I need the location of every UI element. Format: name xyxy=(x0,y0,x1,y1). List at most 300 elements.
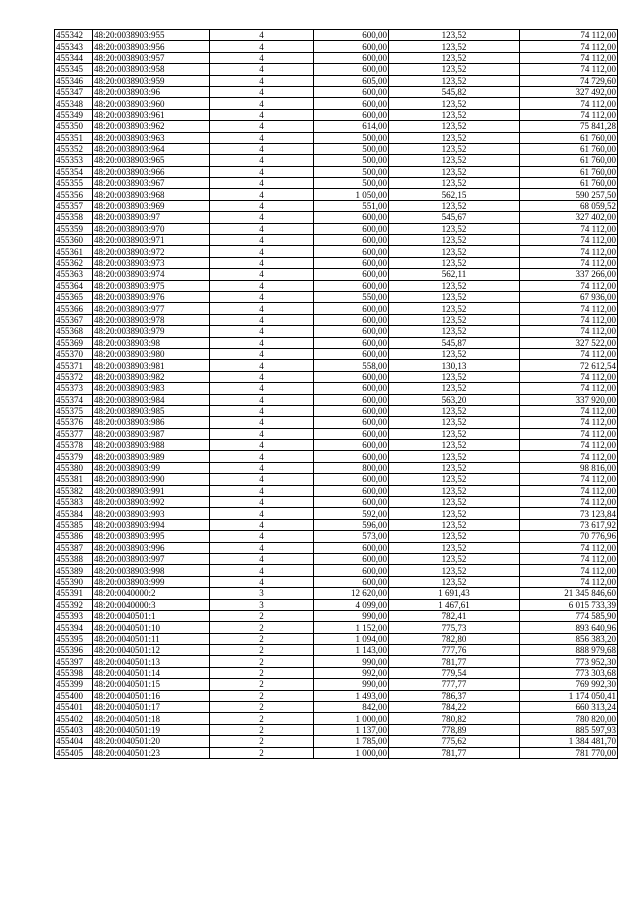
specific-value-cell: 123,52 xyxy=(389,291,520,302)
table-row xyxy=(55,280,618,291)
row-number-cell: 455342 xyxy=(55,30,93,41)
row-number-cell: 455344 xyxy=(55,52,93,63)
specific-value-cell: 545,82 xyxy=(389,86,520,97)
area-cell: 600,00 xyxy=(314,497,389,508)
category-cell: 4 xyxy=(210,383,314,394)
category-cell: 4 xyxy=(210,235,314,246)
area-cell: 1 785,00 xyxy=(314,736,389,747)
area-cell: 600,00 xyxy=(314,314,389,325)
category-cell: 4 xyxy=(210,291,314,302)
cadastral-number-cell: 48:20:0038903:992 xyxy=(93,497,210,508)
cadastral-number-cell: 48:20:0038903:964 xyxy=(93,143,210,154)
area-cell: 600,00 xyxy=(314,576,389,587)
cadastral-value-cell: 74 112,00 xyxy=(520,326,618,337)
cadastral-value-cell: 61 760,00 xyxy=(520,178,618,189)
category-cell: 2 xyxy=(210,622,314,633)
category-cell: 4 xyxy=(210,86,314,97)
row-number-cell: 455352 xyxy=(55,143,93,154)
category-cell: 4 xyxy=(210,394,314,405)
area-cell: 600,00 xyxy=(314,542,389,553)
table-body xyxy=(55,30,618,759)
category-cell: 4 xyxy=(210,360,314,371)
area-cell: 1 094,00 xyxy=(314,633,389,644)
specific-value-cell: 123,52 xyxy=(389,428,520,439)
area-cell: 800,00 xyxy=(314,462,389,473)
table-row xyxy=(55,610,618,621)
cadastral-number-cell: 48:20:0038903:978 xyxy=(93,314,210,325)
category-cell: 2 xyxy=(210,702,314,713)
table-row xyxy=(55,667,618,678)
category-cell: 2 xyxy=(210,713,314,724)
row-number-cell: 455366 xyxy=(55,303,93,314)
row-number-cell: 455402 xyxy=(55,713,93,724)
specific-value-cell: 562,15 xyxy=(389,189,520,200)
table-row xyxy=(55,223,618,234)
row-number-cell: 455403 xyxy=(55,724,93,735)
category-cell: 2 xyxy=(210,747,314,758)
row-number-cell: 455369 xyxy=(55,337,93,348)
cadastral-value-cell: 781 770,00 xyxy=(520,747,618,758)
table-row xyxy=(55,52,618,63)
table-row xyxy=(55,30,618,41)
cadastral-value-cell: 74 112,00 xyxy=(520,348,618,359)
table-row xyxy=(55,542,618,553)
table-row xyxy=(55,121,618,132)
table-row xyxy=(55,474,618,485)
specific-value-cell: 123,52 xyxy=(389,383,520,394)
cadastral-value-cell: 74 112,00 xyxy=(520,235,618,246)
cadastral-number-cell: 48:20:0040501:12 xyxy=(93,645,210,656)
cadastral-number-cell: 48:20:0038903:957 xyxy=(93,52,210,63)
area-cell: 600,00 xyxy=(314,235,389,246)
row-number-cell: 455377 xyxy=(55,428,93,439)
category-cell: 4 xyxy=(210,405,314,416)
table-row xyxy=(55,622,618,633)
area-cell: 573,00 xyxy=(314,531,389,542)
category-cell: 4 xyxy=(210,428,314,439)
cadastral-value-cell: 74 729,60 xyxy=(520,75,618,86)
area-cell: 600,00 xyxy=(314,64,389,75)
area-cell: 500,00 xyxy=(314,155,389,166)
cadastral-value-cell: 74 112,00 xyxy=(520,52,618,63)
table-row xyxy=(55,41,618,52)
cadastral-number-cell: 48:20:0038903:955 xyxy=(93,30,210,41)
cadastral-value-cell: 61 760,00 xyxy=(520,166,618,177)
specific-value-cell: 563,20 xyxy=(389,394,520,405)
row-number-cell: 455355 xyxy=(55,178,93,189)
cadastral-number-cell: 48:20:0038903:981 xyxy=(93,360,210,371)
table-row xyxy=(55,371,618,382)
cadastral-value-cell: 70 776,96 xyxy=(520,531,618,542)
cadastral-value-cell: 74 112,00 xyxy=(520,383,618,394)
table-row xyxy=(55,576,618,587)
area-cell: 4 099,00 xyxy=(314,599,389,610)
area-cell: 600,00 xyxy=(314,30,389,41)
category-cell: 2 xyxy=(210,645,314,656)
row-number-cell: 455381 xyxy=(55,474,93,485)
table-row xyxy=(55,257,618,268)
cadastral-value-cell: 773 303,68 xyxy=(520,667,618,678)
cadastral-value-cell: 74 112,00 xyxy=(520,485,618,496)
area-cell: 614,00 xyxy=(314,121,389,132)
table-row xyxy=(55,656,618,667)
area-cell: 600,00 xyxy=(314,257,389,268)
specific-value-cell: 123,52 xyxy=(389,565,520,576)
table-row xyxy=(55,326,618,337)
area-cell: 500,00 xyxy=(314,132,389,143)
area-cell: 500,00 xyxy=(314,166,389,177)
cadastral-number-cell: 48:20:0038903:960 xyxy=(93,98,210,109)
specific-value-cell: 123,52 xyxy=(389,462,520,473)
cadastral-number-cell: 48:20:0040501:10 xyxy=(93,622,210,633)
category-cell: 4 xyxy=(210,98,314,109)
row-number-cell: 455368 xyxy=(55,326,93,337)
area-cell: 600,00 xyxy=(314,451,389,462)
cadastral-value-cell: 773 952,30 xyxy=(520,656,618,667)
table-row xyxy=(55,337,618,348)
category-cell: 4 xyxy=(210,41,314,52)
table-row xyxy=(55,64,618,75)
table-row xyxy=(55,736,618,747)
table-row xyxy=(55,417,618,428)
area-cell: 600,00 xyxy=(314,348,389,359)
specific-value-cell: 123,52 xyxy=(389,121,520,132)
table-row xyxy=(55,519,618,530)
category-cell: 4 xyxy=(210,519,314,530)
row-number-cell: 455396 xyxy=(55,645,93,656)
category-cell: 4 xyxy=(210,280,314,291)
table-row xyxy=(55,747,618,758)
area-cell: 842,00 xyxy=(314,702,389,713)
cadastral-number-cell: 48:20:0038903:980 xyxy=(93,348,210,359)
cadastral-number-cell: 48:20:0038903:995 xyxy=(93,531,210,542)
row-number-cell: 455404 xyxy=(55,736,93,747)
category-cell: 4 xyxy=(210,132,314,143)
specific-value-cell: 123,52 xyxy=(389,30,520,41)
cadastral-number-cell: 48:20:0040000:2 xyxy=(93,588,210,599)
row-number-cell: 455393 xyxy=(55,610,93,621)
table-row xyxy=(55,246,618,257)
cadastral-value-cell: 1 174 050,41 xyxy=(520,690,618,701)
row-number-cell: 455383 xyxy=(55,497,93,508)
row-number-cell: 455347 xyxy=(55,86,93,97)
cadastral-value-cell: 327 492,00 xyxy=(520,86,618,97)
cadastral-value-cell: 74 112,00 xyxy=(520,405,618,416)
cadastral-value-cell: 61 760,00 xyxy=(520,143,618,154)
cadastral-number-cell: 48:20:0038903:956 xyxy=(93,41,210,52)
cadastral-value-cell: 74 112,00 xyxy=(520,303,618,314)
specific-value-cell: 123,52 xyxy=(389,280,520,291)
cadastral-value-cell: 74 112,00 xyxy=(520,257,618,268)
row-number-cell: 455357 xyxy=(55,200,93,211)
category-cell: 2 xyxy=(210,610,314,621)
cadastral-number-cell: 48:20:0038903:976 xyxy=(93,291,210,302)
row-number-cell: 455361 xyxy=(55,246,93,257)
specific-value-cell: 123,52 xyxy=(389,405,520,416)
specific-value-cell: 123,52 xyxy=(389,451,520,462)
cadastral-value-cell: 74 112,00 xyxy=(520,542,618,553)
area-cell: 600,00 xyxy=(314,394,389,405)
category-cell: 4 xyxy=(210,451,314,462)
specific-value-cell: 123,52 xyxy=(389,75,520,86)
row-number-cell: 455363 xyxy=(55,269,93,280)
specific-value-cell: 123,52 xyxy=(389,109,520,120)
category-cell: 4 xyxy=(210,223,314,234)
cadastral-number-cell: 48:20:0040501:19 xyxy=(93,724,210,735)
area-cell: 600,00 xyxy=(314,246,389,257)
area-cell: 596,00 xyxy=(314,519,389,530)
cadastral-value-cell: 74 112,00 xyxy=(520,565,618,576)
area-cell: 600,00 xyxy=(314,485,389,496)
row-number-cell: 455370 xyxy=(55,348,93,359)
cadastral-number-cell: 48:20:0038903:998 xyxy=(93,565,210,576)
table-row xyxy=(55,383,618,394)
table-row xyxy=(55,405,618,416)
category-cell: 2 xyxy=(210,667,314,678)
row-number-cell: 455375 xyxy=(55,405,93,416)
area-cell: 592,00 xyxy=(314,508,389,519)
category-cell: 4 xyxy=(210,348,314,359)
row-number-cell: 455345 xyxy=(55,64,93,75)
category-cell: 4 xyxy=(210,576,314,587)
category-cell: 4 xyxy=(210,417,314,428)
cadastral-number-cell: 48:20:0038903:96 xyxy=(93,86,210,97)
category-cell: 3 xyxy=(210,588,314,599)
table-row xyxy=(55,348,618,359)
cadastral-value-cell: 74 112,00 xyxy=(520,576,618,587)
area-cell: 992,00 xyxy=(314,667,389,678)
area-cell: 600,00 xyxy=(314,383,389,394)
category-cell: 2 xyxy=(210,679,314,690)
specific-value-cell: 123,52 xyxy=(389,235,520,246)
row-number-cell: 455364 xyxy=(55,280,93,291)
specific-value-cell: 775,62 xyxy=(389,736,520,747)
cadastral-value-cell: 74 112,00 xyxy=(520,371,618,382)
row-number-cell: 455372 xyxy=(55,371,93,382)
cadastral-number-cell: 48:20:0038903:963 xyxy=(93,132,210,143)
cadastral-value-cell: 74 112,00 xyxy=(520,474,618,485)
cadastral-number-cell: 48:20:0038903:962 xyxy=(93,121,210,132)
cadastral-number-cell: 48:20:0040501:16 xyxy=(93,690,210,701)
cadastral-value-cell: 6 015 733,39 xyxy=(520,599,618,610)
cadastral-number-cell: 48:20:0038903:975 xyxy=(93,280,210,291)
table-row xyxy=(55,155,618,166)
table-row xyxy=(55,189,618,200)
cadastral-value-cell: 73 123,84 xyxy=(520,508,618,519)
category-cell: 4 xyxy=(210,565,314,576)
cadastral-value-cell: 73 617,92 xyxy=(520,519,618,530)
specific-value-cell: 123,52 xyxy=(389,178,520,189)
specific-value-cell: 123,52 xyxy=(389,98,520,109)
area-cell: 600,00 xyxy=(314,223,389,234)
table-row xyxy=(55,553,618,564)
area-cell: 1 152,00 xyxy=(314,622,389,633)
row-number-cell: 455391 xyxy=(55,588,93,599)
specific-value-cell: 781,77 xyxy=(389,656,520,667)
cadastral-value-cell: 74 112,00 xyxy=(520,41,618,52)
cadastral-value-cell: 660 313,24 xyxy=(520,702,618,713)
table-row xyxy=(55,269,618,280)
area-cell: 600,00 xyxy=(314,337,389,348)
cadastral-value-cell: 74 112,00 xyxy=(520,246,618,257)
area-cell: 600,00 xyxy=(314,371,389,382)
cadastral-value-cell: 74 112,00 xyxy=(520,109,618,120)
category-cell: 2 xyxy=(210,724,314,735)
table-row xyxy=(55,235,618,246)
cadastral-number-cell: 48:20:0038903:98 xyxy=(93,337,210,348)
specific-value-cell: 123,52 xyxy=(389,417,520,428)
category-cell: 4 xyxy=(210,30,314,41)
area-cell: 1 493,00 xyxy=(314,690,389,701)
cadastral-value-cell: 885 597,93 xyxy=(520,724,618,735)
cadastral-number-cell: 48:20:0038903:994 xyxy=(93,519,210,530)
cadastral-number-cell: 48:20:0038903:989 xyxy=(93,451,210,462)
cadastral-number-cell: 48:20:0038903:997 xyxy=(93,553,210,564)
table-row xyxy=(55,291,618,302)
table-row xyxy=(55,212,618,223)
cadastral-number-cell: 48:20:0038903:984 xyxy=(93,394,210,405)
cadastral-number-cell: 48:20:0040501:23 xyxy=(93,747,210,758)
category-cell: 4 xyxy=(210,178,314,189)
table-row xyxy=(55,531,618,542)
table-row xyxy=(55,314,618,325)
table-row xyxy=(55,200,618,211)
table-row xyxy=(55,166,618,177)
specific-value-cell: 123,52 xyxy=(389,314,520,325)
row-number-cell: 455400 xyxy=(55,690,93,701)
area-cell: 500,00 xyxy=(314,143,389,154)
row-number-cell: 455390 xyxy=(55,576,93,587)
category-cell: 4 xyxy=(210,200,314,211)
cadastral-value-cell: 1 384 481,70 xyxy=(520,736,618,747)
category-cell: 2 xyxy=(210,690,314,701)
category-cell: 4 xyxy=(210,212,314,223)
table-row xyxy=(55,440,618,451)
category-cell: 4 xyxy=(210,440,314,451)
area-cell: 600,00 xyxy=(314,428,389,439)
cadastral-number-cell: 48:20:0038903:999 xyxy=(93,576,210,587)
row-number-cell: 455376 xyxy=(55,417,93,428)
table-row xyxy=(55,132,618,143)
cadastral-number-cell: 48:20:0038903:991 xyxy=(93,485,210,496)
table-row xyxy=(55,178,618,189)
area-cell: 600,00 xyxy=(314,41,389,52)
specific-value-cell: 784,22 xyxy=(389,702,520,713)
table-row xyxy=(55,462,618,473)
cadastral-value-cell: 774 585,90 xyxy=(520,610,618,621)
table-row xyxy=(55,394,618,405)
specific-value-cell: 782,41 xyxy=(389,610,520,621)
cadastral-number-cell: 48:20:0040501:18 xyxy=(93,713,210,724)
specific-value-cell: 123,52 xyxy=(389,542,520,553)
table-row xyxy=(55,645,618,656)
row-number-cell: 455346 xyxy=(55,75,93,86)
cadastral-number-cell: 48:20:0038903:972 xyxy=(93,246,210,257)
row-number-cell: 455397 xyxy=(55,656,93,667)
category-cell: 4 xyxy=(210,246,314,257)
cadastral-number-cell: 48:20:0038903:967 xyxy=(93,178,210,189)
specific-value-cell: 779,54 xyxy=(389,667,520,678)
cadastral-value-cell: 888 979,68 xyxy=(520,645,618,656)
category-cell: 4 xyxy=(210,64,314,75)
cadastral-number-cell: 48:20:0038903:968 xyxy=(93,189,210,200)
row-number-cell: 455405 xyxy=(55,747,93,758)
category-cell: 4 xyxy=(210,337,314,348)
category-cell: 3 xyxy=(210,599,314,610)
cadastral-value-cell: 74 112,00 xyxy=(520,64,618,75)
cadastral-value-cell: 74 112,00 xyxy=(520,497,618,508)
specific-value-cell: 123,52 xyxy=(389,326,520,337)
area-cell: 600,00 xyxy=(314,405,389,416)
row-number-cell: 455362 xyxy=(55,257,93,268)
area-cell: 600,00 xyxy=(314,280,389,291)
cadastral-number-cell: 48:20:0038903:961 xyxy=(93,109,210,120)
area-cell: 551,00 xyxy=(314,200,389,211)
row-number-cell: 455386 xyxy=(55,531,93,542)
row-number-cell: 455394 xyxy=(55,622,93,633)
cadastral-value-cell: 856 383,20 xyxy=(520,633,618,644)
specific-value-cell: 777,77 xyxy=(389,679,520,690)
cadastral-value-cell: 21 345 846,60 xyxy=(520,588,618,599)
specific-value-cell: 777,76 xyxy=(389,645,520,656)
table-row xyxy=(55,633,618,644)
row-number-cell: 455349 xyxy=(55,109,93,120)
cadastral-number-cell: 48:20:0040501:11 xyxy=(93,633,210,644)
category-cell: 4 xyxy=(210,269,314,280)
cadastral-number-cell: 48:20:0038903:982 xyxy=(93,371,210,382)
specific-value-cell: 123,52 xyxy=(389,64,520,75)
area-cell: 600,00 xyxy=(314,109,389,120)
row-number-cell: 455388 xyxy=(55,553,93,564)
cadastral-number-cell: 48:20:0038903:993 xyxy=(93,508,210,519)
category-cell: 4 xyxy=(210,531,314,542)
row-number-cell: 455398 xyxy=(55,667,93,678)
cadastral-number-cell: 48:20:0038903:966 xyxy=(93,166,210,177)
cadastral-value-cell: 74 112,00 xyxy=(520,417,618,428)
specific-value-cell: 1 691,43 xyxy=(389,588,520,599)
cadastral-value-cell: 74 112,00 xyxy=(520,451,618,462)
row-number-cell: 455354 xyxy=(55,166,93,177)
cadastral-number-cell: 48:20:0038903:99 xyxy=(93,462,210,473)
area-cell: 600,00 xyxy=(314,565,389,576)
area-cell: 600,00 xyxy=(314,303,389,314)
table-row xyxy=(55,713,618,724)
category-cell: 4 xyxy=(210,553,314,564)
cadastral-number-cell: 48:20:0038903:969 xyxy=(93,200,210,211)
cadastral-number-cell: 48:20:0040501:17 xyxy=(93,702,210,713)
table-row xyxy=(55,588,618,599)
category-cell: 4 xyxy=(210,326,314,337)
category-cell: 4 xyxy=(210,75,314,86)
cadastral-value-cell: 61 760,00 xyxy=(520,132,618,143)
cadastral-number-cell: 48:20:0040501:15 xyxy=(93,679,210,690)
category-cell: 4 xyxy=(210,109,314,120)
cadastral-number-cell: 48:20:0040000:3 xyxy=(93,599,210,610)
specific-value-cell: 778,89 xyxy=(389,724,520,735)
category-cell: 4 xyxy=(210,474,314,485)
cadastral-value-cell: 74 112,00 xyxy=(520,428,618,439)
area-cell: 600,00 xyxy=(314,212,389,223)
cadastral-value-cell: 327 402,00 xyxy=(520,212,618,223)
cadastral-number-cell: 48:20:0038903:959 xyxy=(93,75,210,86)
table-row xyxy=(55,86,618,97)
category-cell: 4 xyxy=(210,189,314,200)
table-row xyxy=(55,428,618,439)
cadastral-value-cell: 327 522,00 xyxy=(520,337,618,348)
specific-value-cell: 775,73 xyxy=(389,622,520,633)
cadastral-value-cell: 68 059,52 xyxy=(520,200,618,211)
cadastral-number-cell: 48:20:0038903:979 xyxy=(93,326,210,337)
